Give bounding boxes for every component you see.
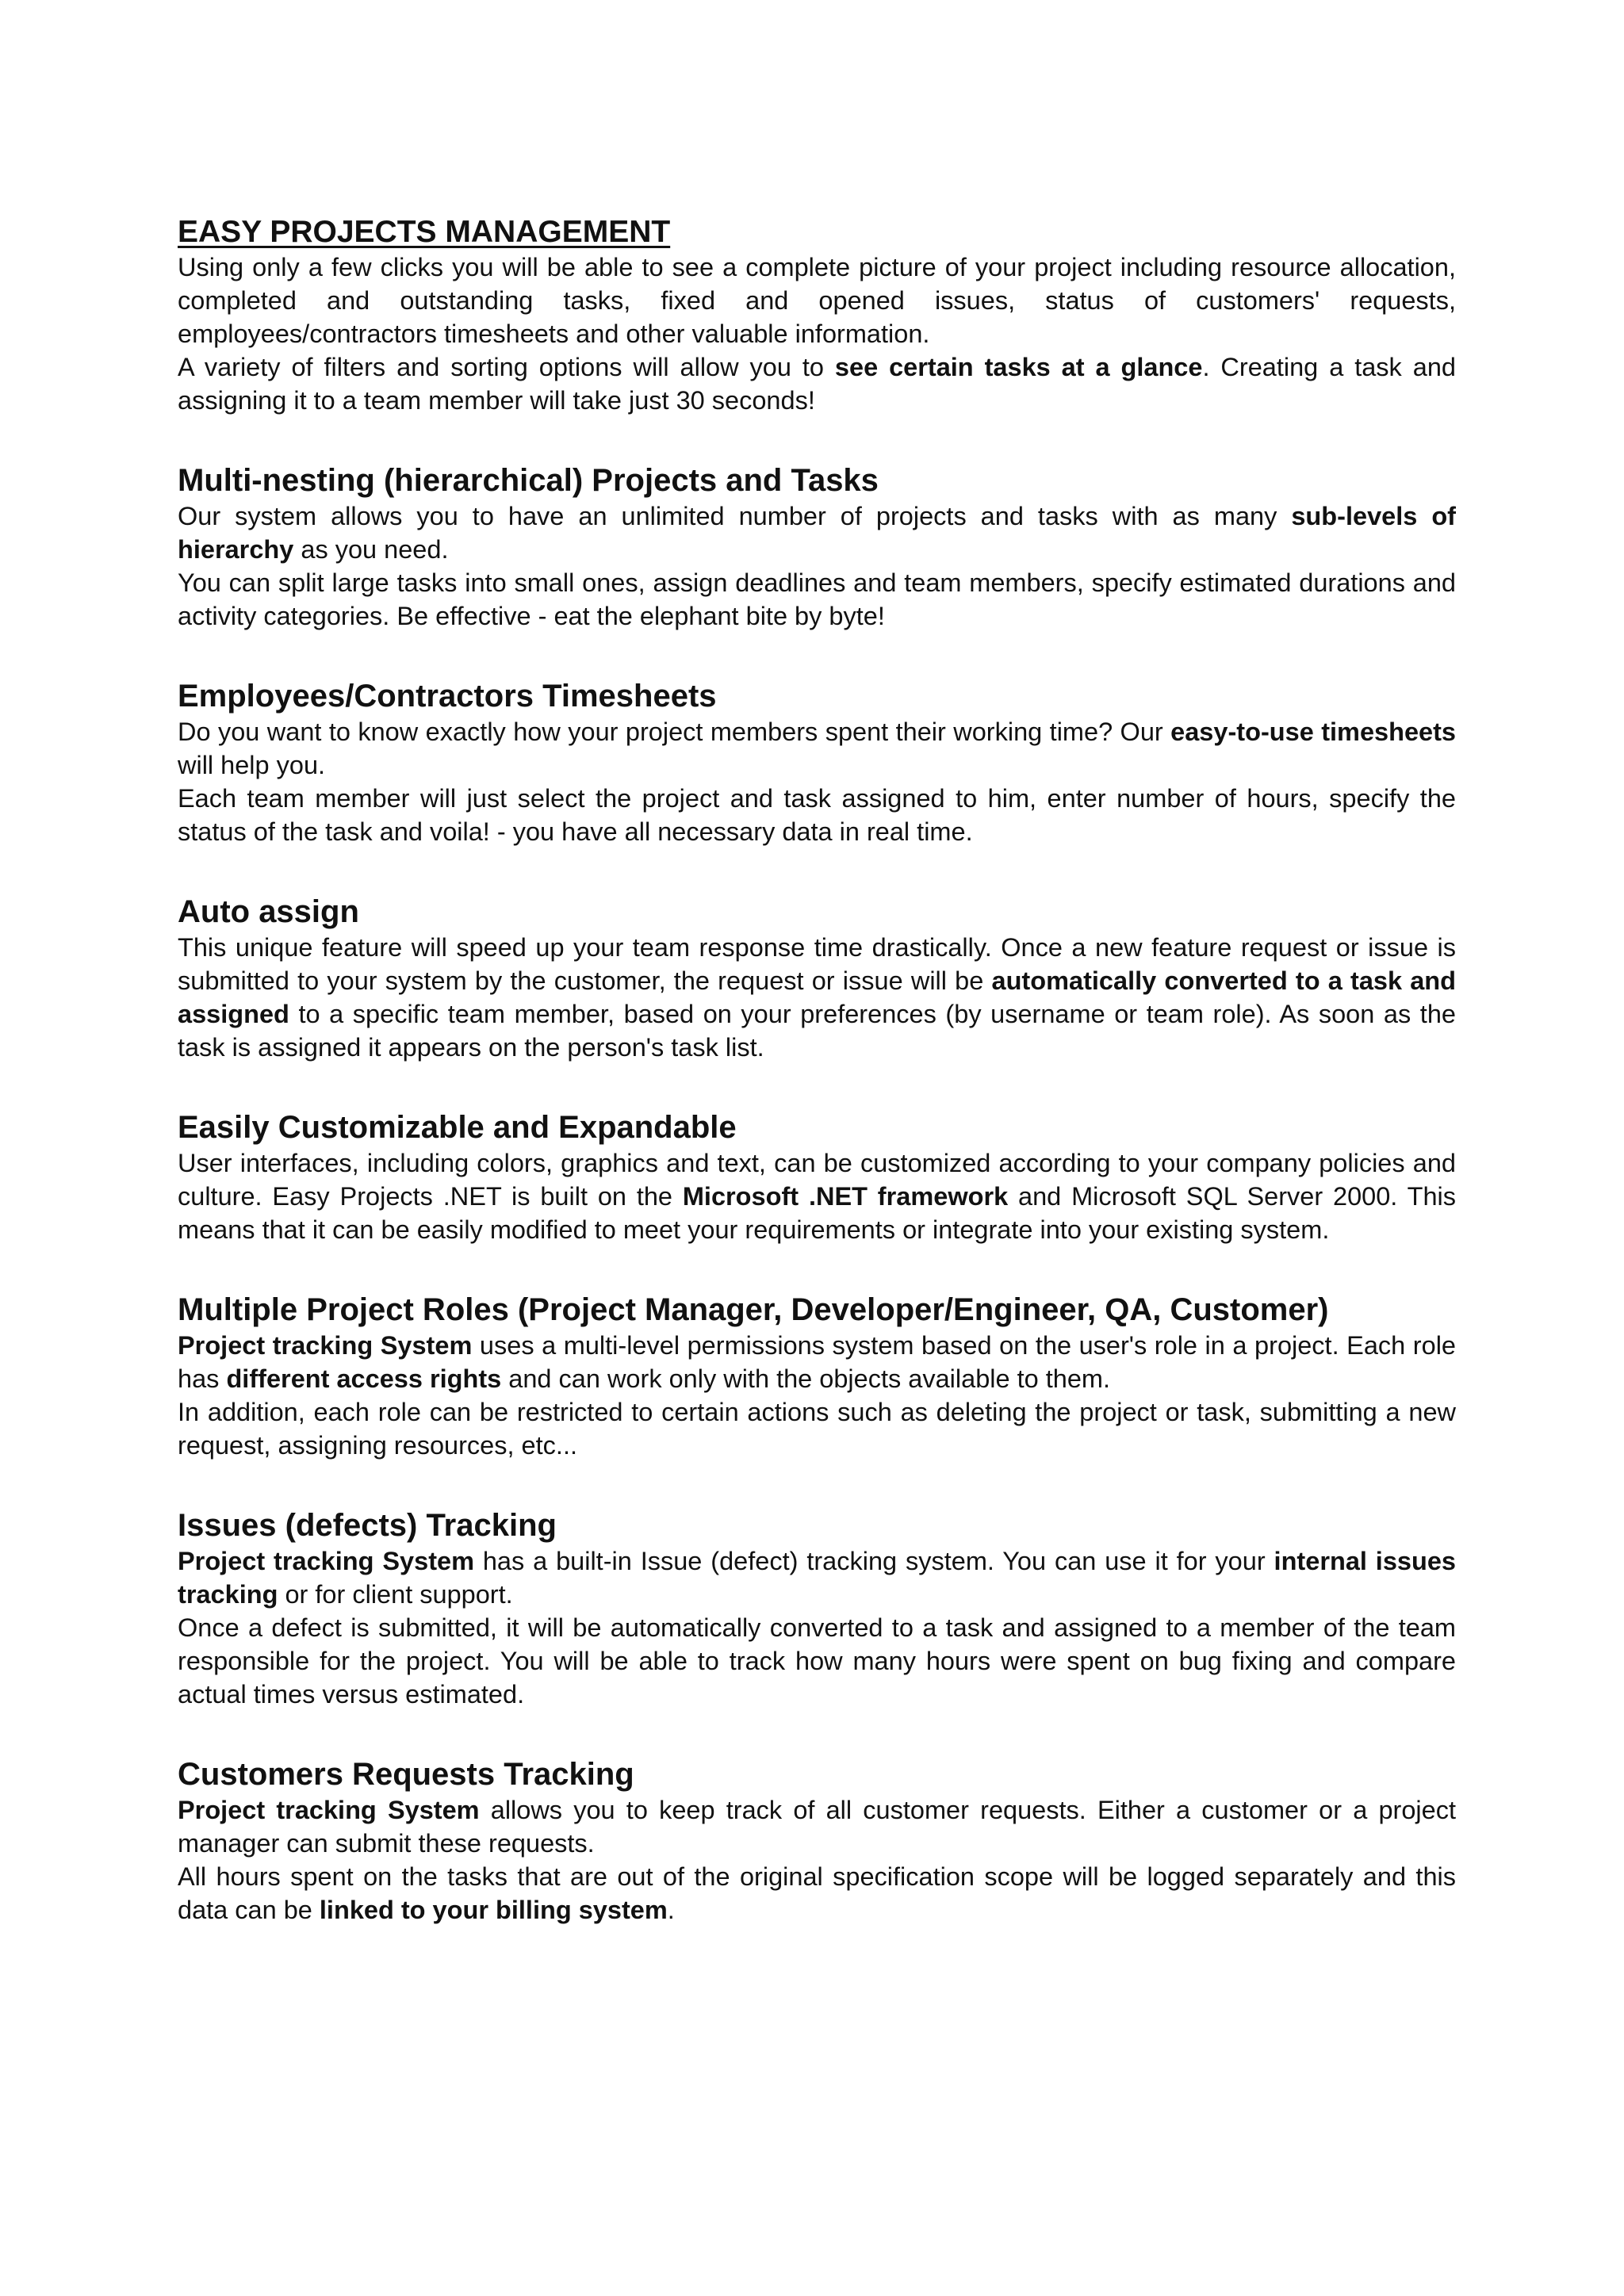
section: [178, 461, 1456, 633]
bold-text: automatically converted to a task and assigned: [178, 966, 1457, 1028]
text-run: Using only a few clicks you will be able to see a complete picture of your project including resource allocation, completed and outstanding tasks, fixed and opened issues, status of customers' requests, employees/contractors timesheets and other valuable information.: [178, 253, 1456, 348]
bold-text: Project tracking System: [178, 1331, 473, 1360]
section: [178, 1506, 1456, 1711]
paragraph: [178, 350, 1456, 417]
text-run: Do you want to know exactly how your project members spent their working time? Our: [178, 718, 1171, 746]
bold-text: Project tracking System: [178, 1547, 474, 1575]
paragraph: [178, 1146, 1456, 1246]
paragraph: [178, 1611, 1456, 1711]
text-run: Our system allows you to have an unlimited number of projects and tasks with as many: [178, 502, 1292, 530]
document-title: EASY PROJECTS MANAGEMENT: [178, 215, 671, 249]
text-run: has a built-in Issue (defect) tracking system. You can use it for your: [473, 1547, 1274, 1575]
section-heading: Issues (defects) Tracking: [178, 1508, 557, 1543]
text-run: as you need.: [293, 535, 449, 564]
text-run: uses a multi-level permissions system based on the user's role in a project. Each role has: [178, 1331, 1457, 1393]
section-heading: Multi-nesting (hierarchical) Projects and Tasks: [178, 463, 879, 498]
text-run: A variety of filters and sorting options will allow you to: [178, 353, 835, 381]
text-run: and can work only with the objects available to them.: [501, 1364, 1111, 1393]
section: [178, 1755, 1456, 1927]
document-body: [178, 251, 1456, 1927]
text-run: . Creating a task and assigning it to a team member will take just 30 seconds!: [178, 353, 1456, 415]
paragraph: [178, 251, 1456, 350]
text-run: and Microsoft SQL Server 2000. This means that it can be easily modified to meet your requirements or integrate into your existing system.: [178, 1182, 1456, 1244]
paragraph: [178, 499, 1456, 566]
paragraph: [178, 1395, 1456, 1462]
paragraph: [178, 715, 1456, 782]
section: [178, 893, 1456, 1064]
paragraph: [178, 566, 1456, 633]
document-page: [178, 214, 1456, 1927]
section: [178, 677, 1456, 848]
text-run: This unique feature will speed up your team response time drastically. Once a new feature request or issue is submitted to your system by the customer, the request or issue will be: [178, 933, 1456, 995]
paragraph: [178, 1793, 1456, 1860]
section-heading: Employees/Contractors Timesheets: [178, 679, 717, 714]
bold-text: Project tracking System: [178, 1796, 480, 1824]
text-run: or for client support.: [278, 1580, 513, 1609]
bold-text: internal issues tracking: [178, 1547, 1456, 1609]
section-heading: Customers Requests Tracking: [178, 1757, 634, 1792]
section-heading: Auto assign: [178, 894, 359, 929]
bold-text: linked to your billing system: [319, 1896, 668, 1924]
bold-text: sub-levels of hierarchy: [178, 502, 1456, 564]
bold-text: different access rights: [226, 1364, 502, 1393]
section: [178, 251, 1456, 417]
text-run: allows you to keep track of all customer requests. Either a customer or a project manager can submit these requests.: [178, 1796, 1456, 1858]
text-run: will help you.: [178, 751, 326, 779]
paragraph: [178, 1544, 1456, 1611]
section-heading: Multiple Project Roles (Project Manager, Developer/Engineer, QA, Customer): [178, 1292, 1329, 1327]
paragraph: [178, 782, 1456, 848]
paragraph: [178, 1329, 1456, 1395]
text-run: to a specific team member, based on your preferences (by username or team role). As soon as the task is assigned it appears on the person's task list.: [178, 1000, 1456, 1062]
section-heading: Easily Customizable and Expandable: [178, 1110, 737, 1145]
section: [178, 1291, 1456, 1462]
text-run: In addition, each role can be restricted to certain actions such as deleting the project or task, submitting a new request, assigning resources, etc...: [178, 1398, 1456, 1460]
bold-text: see certain tasks at a glance: [834, 353, 1203, 381]
bold-text: easy-to-use timesheets: [1170, 718, 1456, 746]
paragraph: [178, 931, 1456, 1064]
text-run: .: [667, 1896, 675, 1924]
paragraph: [178, 1860, 1456, 1927]
text-run: User interfaces, including colors, graphics and text, can be customized according to your company policies and culture. Easy Projects .NET is built on the: [178, 1149, 1456, 1211]
text-run: Each team member will just select the project and task assigned to him, enter number of hours, specify the status of the task and voila! - you have all necessary data in real time.: [178, 784, 1456, 846]
text-run: You can split large tasks into small ones, assign deadlines and team members, specify estimated durations and activity categories. Be effective - eat the elephant bite by byte!: [178, 568, 1456, 630]
section: [178, 1108, 1456, 1246]
bold-text: Microsoft .NET framework: [682, 1182, 1009, 1211]
text-run: All hours spent on the tasks that are out of the original specification scope will be logged separately and this data can be: [178, 1862, 1456, 1924]
text-run: Once a defect is submitted, it will be automatically converted to a task and assigned to a member of the team responsible for the project. You will be able to track how many hours were spent on bug fixing and compare actual times versus estimated.: [178, 1613, 1456, 1709]
